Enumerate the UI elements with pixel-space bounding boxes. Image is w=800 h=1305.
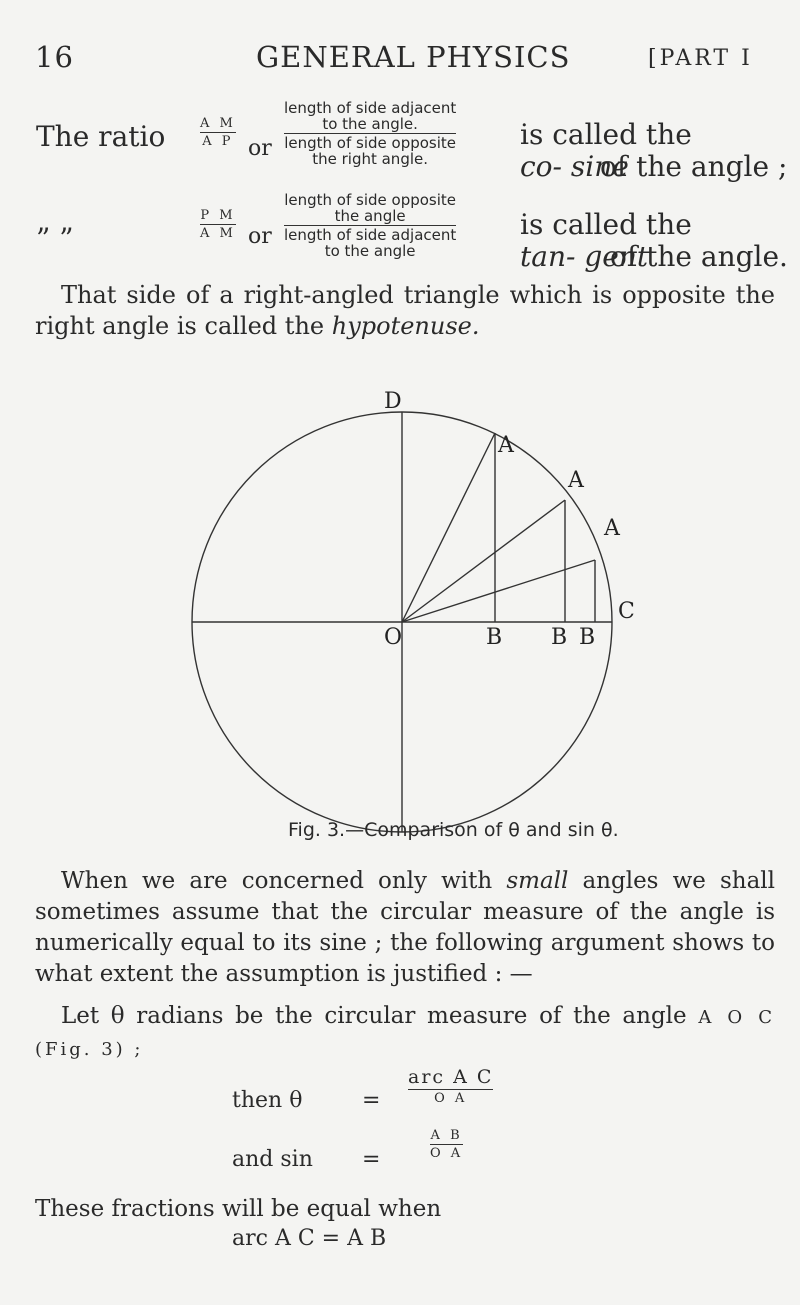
ratio2-den: A M [200,226,236,241]
ratio2-name-text: tan- gent [520,240,649,273]
paragraph2-text: Let θ radians be the circular measure of the angle [61,1003,687,1029]
ratio2-tail: of the angle. [610,240,788,273]
eq1-equals: = [362,1088,381,1113]
label-a3: A [604,516,620,541]
eq1-bar [408,1089,493,1090]
radius-oa3 [402,560,595,622]
label-c: C [618,599,635,624]
eq2-fraction [430,1128,463,1161]
radius-oa1 [402,433,495,622]
ratio1-tail: of the angle ; [600,150,788,183]
hypotenuse-text: That side of a right-angled triangle which is opposite the right angle is called the [35,281,775,340]
label-o: O [384,625,403,650]
ratio1-den: A P [202,134,234,149]
part-label: [PART I [648,46,753,71]
paragraph1-b: angles we shall sometimes assume that the circular measure of the angle is numerically equal to its sine ; the following argument shows to what extent the assumption is justified : — [35,868,776,987]
ratio2-lead: ” ” [36,222,74,255]
ratio2-num: P M [200,208,236,223]
eq2-num: A B [430,1128,463,1143]
figure-caption: Fig. 3.—Comparison of θ and sin θ. [288,819,619,841]
label-b3: B [579,625,596,650]
ratio1-words-num: length of side adjacent to the angle. [284,99,457,133]
eq1-fraction [408,1066,493,1106]
eq1-den: O A [434,1091,468,1106]
ratio1-num: A M [200,116,236,131]
paragraph1-a: When we are concerned only with [61,868,493,894]
radius-oa2 [402,500,565,622]
ratio1-lead: The ratio [36,120,166,153]
label-a2: A [568,468,584,493]
eq1-num: arc A C [408,1066,494,1088]
label-a1: A [498,433,514,458]
paragraph-small-angles [35,866,775,990]
running-title: GENERAL PHYSICS [256,40,571,74]
paragraph1-em: small [506,868,569,894]
page-number: 16 [35,40,74,74]
ratio1-words-den: length of side opposite the right angle. [284,134,457,168]
ratio2-words-den: length of side adjacent to the angle [284,226,457,260]
ratio1-called: is called the [520,118,692,151]
label-b2: B [551,625,568,650]
closing-equation: arc A C = A B [232,1226,387,1251]
ratio2-called: is called the [520,208,692,241]
label-d: D [384,389,402,414]
closing-text: These fractions will be equal when [35,1196,442,1222]
eq2-equals: = [362,1147,381,1172]
eq2-bar [430,1144,463,1145]
eq2-den: O A [430,1146,464,1161]
ratio2-or: or [248,224,272,249]
hypotenuse-word: hypotenuse. [331,312,480,340]
eq2-lhs: and sin [232,1147,313,1172]
paragraph-let-theta [35,1001,775,1065]
eq1-lhs: then θ [232,1088,303,1113]
ratio1-or: or [248,136,272,161]
ratio2-words-num: length of side opposite the angle [284,191,457,225]
label-b1: B [486,625,503,650]
ratio1-name-text: co- sine [520,150,629,183]
paragraph2-ref: A O C (Fig. 3) ; [35,1007,776,1060]
